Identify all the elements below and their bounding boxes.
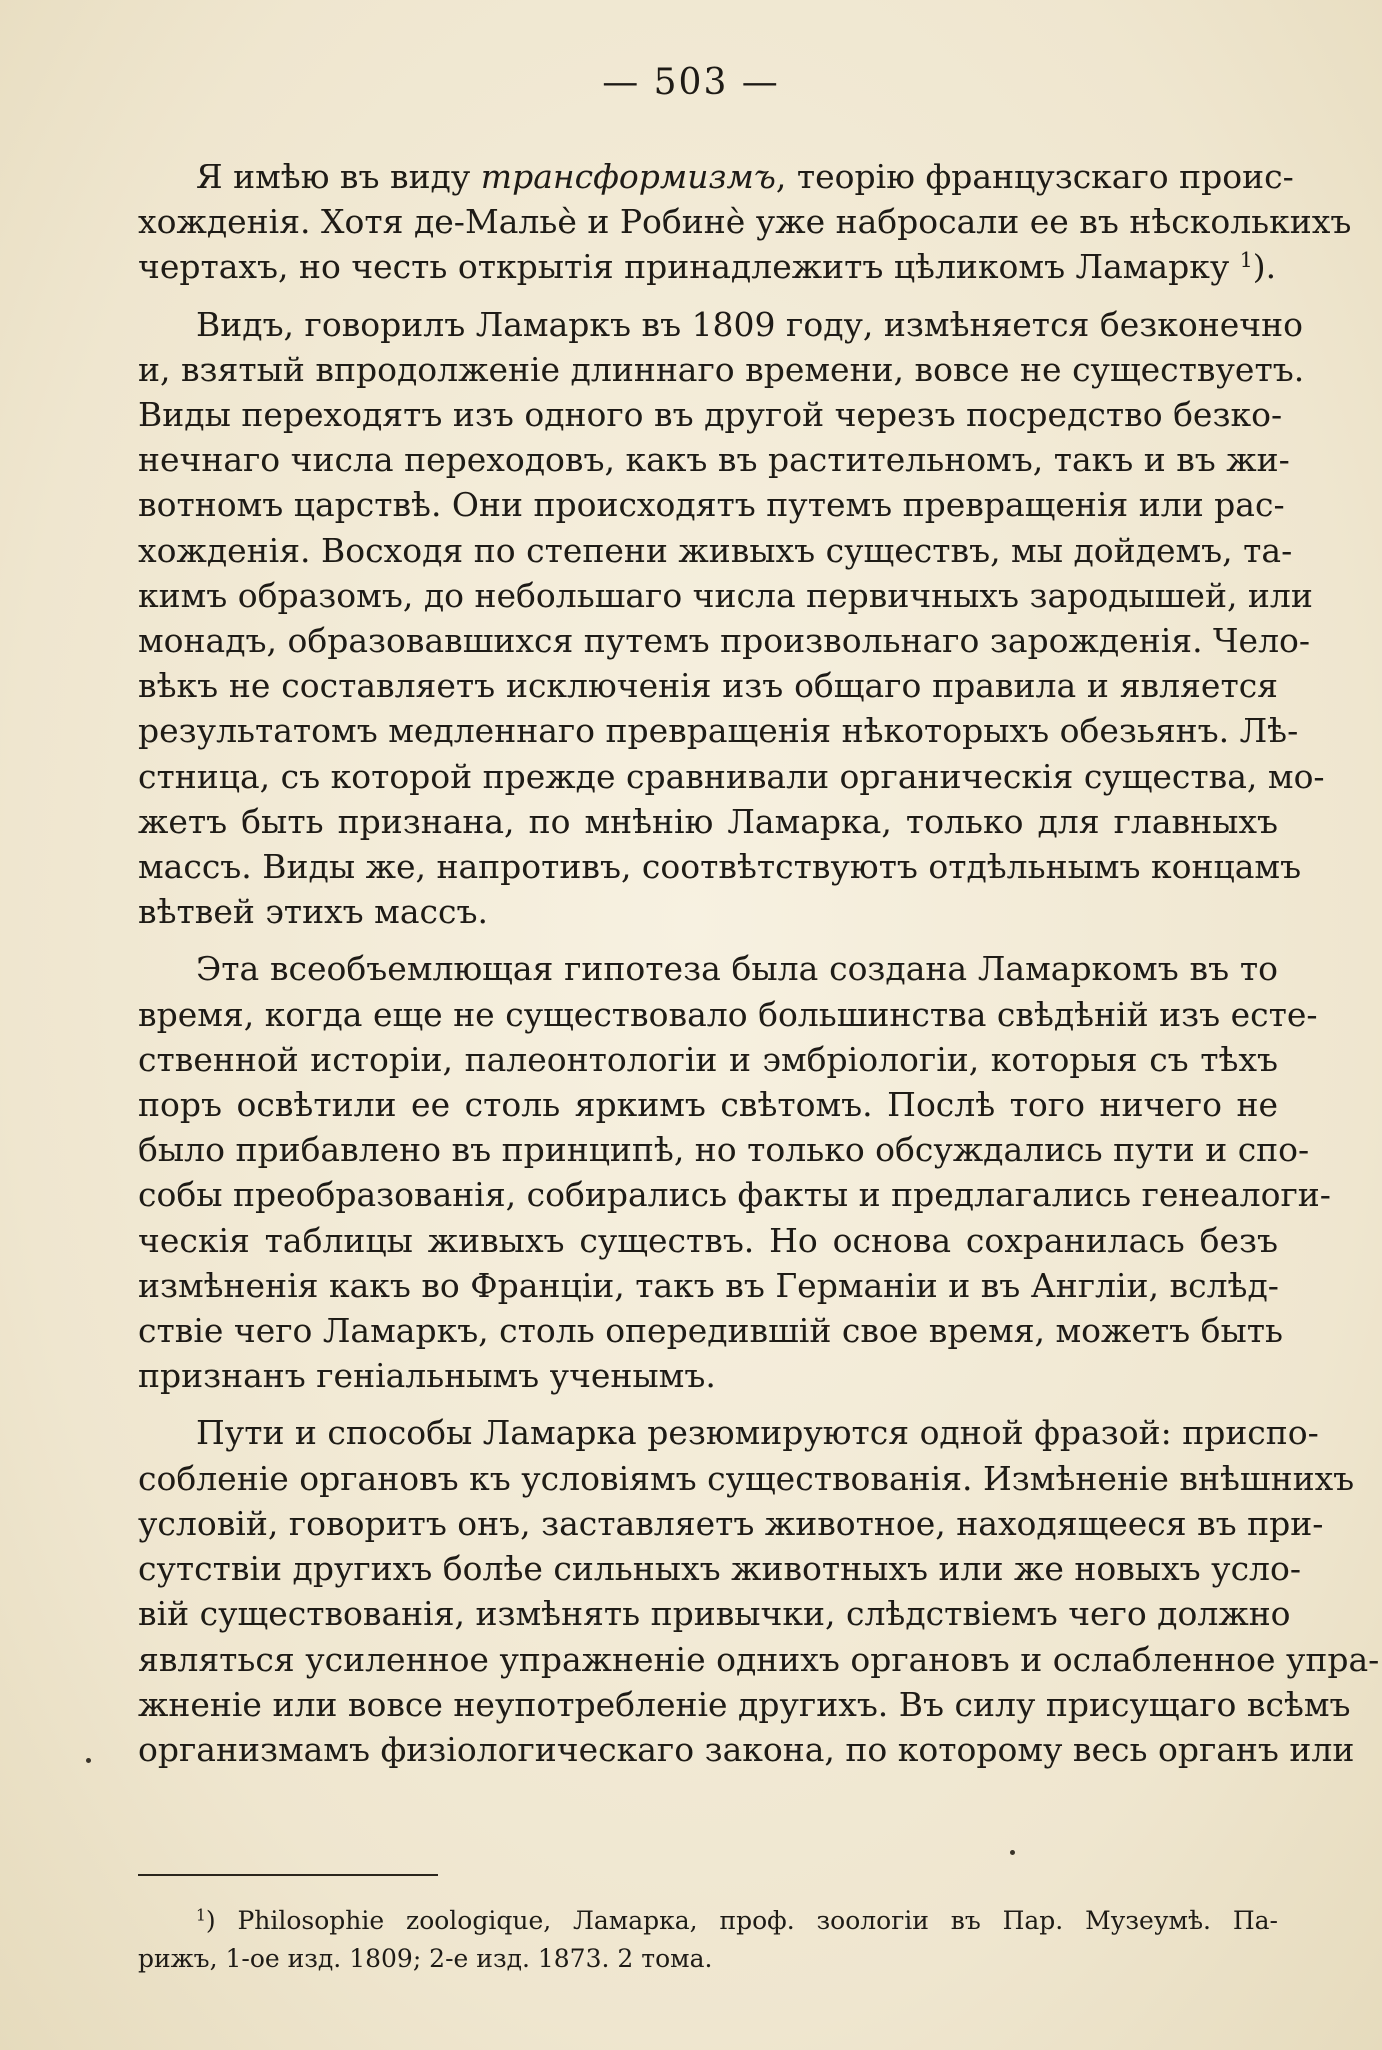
text-line (138, 1037, 1278, 1082)
text-run: хожденія. Восходя по степени живыхъ существъ, мы дойдемъ, та- (138, 530, 1293, 570)
text-run: организмамъ физіологическаго закона, по которому весь органъ или (138, 1729, 1355, 1769)
text-line (138, 347, 1305, 392)
text-run: условій, говоритъ онъ, заставляетъ животное, находящееся въ при- (138, 1503, 1324, 1543)
text-line (138, 844, 1302, 889)
text-run: Я имѣю въ виду (196, 157, 481, 196)
text-line (138, 244, 1278, 289)
paragraph (138, 1410, 1380, 1772)
text-run: Виды переходятъ изъ одного въ другой черезъ посредство безко- (138, 395, 1283, 435)
text-line (138, 482, 1285, 527)
text-run: монадъ, образовавшихся путемъ произвольнаго зарожденія. Чело- (138, 621, 1311, 661)
text-line (138, 392, 1283, 437)
text-run: время, когда еще не существовало большинства свѣдѣній изъ есте- (138, 994, 1318, 1034)
text-run: ственной исторіи, палеонтологіи и эмбріологіи, которыя съ тѣхъ (138, 1039, 1278, 1079)
body-text (138, 154, 1380, 1772)
ink-speck (86, 1758, 91, 1763)
text-run: вѣтвей этихъ массъ. (138, 892, 488, 932)
text-run: вотномъ царствѣ. Они происходятъ путемъ превращенія или рас- (138, 485, 1285, 525)
text-run: массъ. Виды же, напротивъ, соотвѣтствуютъ отдѣльнымъ концамъ (138, 847, 1302, 887)
text-line (138, 1308, 1284, 1353)
footnote-marker: 1 (196, 1906, 206, 1925)
text-run: хожденія. Хотя де-Мальѐ и Робинѐ уже набросали ее въ нѣсколькихъ (138, 202, 1352, 242)
text-run: ческія таблицы живыхъ существъ. Но основа сохранилась безъ (138, 1220, 1278, 1260)
text-run: измѣненія какъ во Франціи, такъ въ Германіи и въ Англіи, вслѣд- (138, 1265, 1279, 1305)
text-run: вѣкъ не составляетъ исключенія изъ общаго правила и является (138, 666, 1278, 706)
text-run: сутствіи другихъ болѣе сильныхъ животныхъ или же новыхъ усло- (138, 1549, 1302, 1589)
text-run: Пути и способы Ламарка резюмируются одной фразой: приспо- (196, 1413, 1319, 1453)
text-run: было прибавлено въ принципѣ, но только обсуждались пути и спо- (138, 1130, 1310, 1170)
text-line (138, 754, 1325, 799)
text-line (138, 1501, 1324, 1546)
text-run: Видъ, говорилъ Ламаркъ въ 1809 году, измѣняется безконечно (196, 304, 1303, 344)
text-run: поръ освѣтили ее столь яркимъ свѣтомъ. Послѣ того ничего не (138, 1085, 1278, 1125)
text-run: кимъ образомъ, до небольшаго числа первичныхъ зародышей, или (138, 575, 1313, 615)
text-line (138, 1637, 1380, 1682)
text-run: ). (1252, 247, 1277, 287)
text-line (138, 1902, 1278, 1940)
text-line (138, 528, 1293, 573)
text-line (138, 1727, 1355, 1772)
text-run: признанъ геніальнымъ ученымъ. (138, 1356, 716, 1396)
text-line (138, 1082, 1278, 1127)
text-line (138, 1456, 1355, 1501)
paragraph (138, 154, 1352, 290)
text-line (138, 1682, 1351, 1727)
text-line (138, 1940, 1278, 1978)
text-line (138, 663, 1278, 708)
text-run: являться усиленное упражненіе однихъ органовъ и ослабленное упра- (138, 1639, 1380, 1679)
text-line (138, 1591, 1291, 1636)
text-run: стница, съ которой прежде сравнивали органическія существа, мо- (138, 756, 1325, 796)
text-run: вій существованія, измѣнять привычки, слѣдствіемъ чего должно (138, 1594, 1291, 1634)
paragraph (138, 946, 1331, 1398)
text-line (138, 437, 1290, 482)
emphasized-term: трансформизмъ (480, 157, 776, 196)
text-line (138, 1263, 1278, 1308)
text-run: Эта всеобъемлющая гипотеза была создана Ламаркомъ въ то (196, 949, 1278, 989)
paragraph (138, 302, 1325, 935)
page-number: — 503 — (602, 62, 780, 103)
footnote-divider (138, 1874, 438, 1876)
text-line (138, 799, 1278, 844)
text-run: собленіе органовъ къ условіямъ существованія. Измѣненіе внѣшнихъ (138, 1458, 1355, 1498)
text-line (138, 946, 1278, 991)
text-run: нечнаго числа переходовъ, какъ въ растительномъ, такъ и въ жи- (138, 440, 1290, 480)
text-line (138, 618, 1311, 663)
text-line (138, 1218, 1278, 1263)
text-line (138, 889, 1278, 934)
footnote (138, 1902, 1278, 1978)
text-run: жненіе или вовсе неупотребленіе другихъ. Въ силу присущаго всѣмъ (138, 1684, 1351, 1724)
text-run: ствіе чего Ламаркъ, столь опередившій свое время, можетъ быть (138, 1311, 1284, 1351)
text-line (138, 992, 1318, 1037)
footnote-marker: 1 (1239, 248, 1253, 273)
ink-speck (1010, 1850, 1015, 1855)
text-line (138, 154, 1294, 199)
text-run: жетъ быть признана, по мнѣнію Ламарка, только для главныхъ (138, 801, 1278, 841)
text-line (138, 1172, 1331, 1217)
text-line (138, 199, 1352, 244)
text-line (138, 302, 1303, 347)
text-run: ) Philosophie zoologique, Ламарка, проф. зоологіи въ Пар. Музеумѣ. Па- (205, 1906, 1278, 1935)
text-run: чертахъ, но честь открытія принадлежитъ цѣликомъ Ламарку (138, 247, 1240, 287)
text-line (138, 1127, 1310, 1172)
text-run: рижъ, 1-ое изд. 1809; 2-е изд. 1873. 2 тома. (138, 1944, 713, 1973)
text-line (138, 708, 1299, 753)
text-run: и, взятый впродолженіе длиннаго времени, вовсе не существуетъ. (138, 349, 1305, 389)
text-run: собы преобразованія, собирались факты и предлагались генеалоги- (138, 1175, 1331, 1215)
text-run: результатомъ медленнаго превращенія нѣкоторыхъ обезьянъ. Лѣ- (138, 711, 1299, 751)
text-line (138, 1353, 1278, 1398)
text-line (138, 1410, 1319, 1455)
text-line (138, 1546, 1302, 1591)
text-line (138, 573, 1313, 618)
text-run: , теорію французскаго проис- (775, 157, 1294, 196)
